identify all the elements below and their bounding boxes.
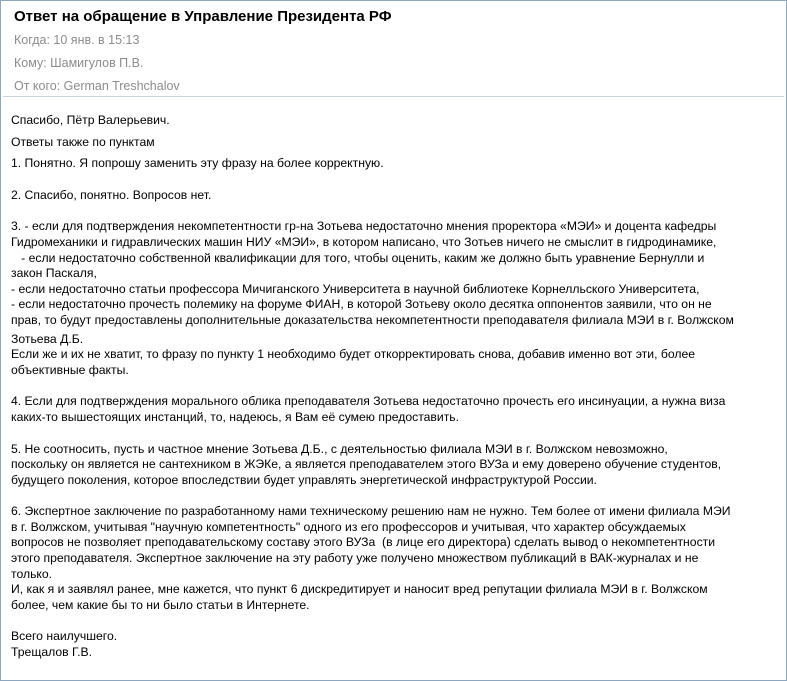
point-3-line: Гидромеханики и гидравлических машин НИУ «МЭИ», в котором написано, что Зотьев ничего не смыслит в гидродинамике, <box>11 234 717 249</box>
point-3-line: - если недостаточно собственной квалификации для того, чтобы оценить, каким же должно быть уравнение Бернулли и <box>11 250 705 265</box>
closing: Всего наилучшего. <box>11 629 118 644</box>
point-6-line: более, чем какие бы то ни было статьи в Интернете. <box>11 597 310 612</box>
intro-line: Ответы также по пунктам <box>11 134 155 149</box>
point-3-line: - если недостаточно статьи профессора Мичиганского Университета в научной библиотеке Корнелльского Университета, <box>11 281 700 296</box>
point-2: 2. Спасибо, понятно. Вопросов нет. <box>11 187 212 202</box>
email-sender[interactable]: От кого: German Treshchalov <box>14 79 180 93</box>
greeting: Спасибо, Пётр Валерьевич. <box>11 113 170 127</box>
point-6-line: этого преподавателя. Экспертное заключение на эту работу уже получено множеством публикаций в ВАК-журналах и не <box>11 551 699 566</box>
point-3-line: закон Паскаля, <box>11 266 97 281</box>
point-3-line: Зотьева Д.Б. <box>11 331 84 346</box>
point-6-line: только. <box>11 566 53 581</box>
point-1: 1. Понятно. Я попрошу заменить эту фразу на более корректную. <box>11 156 384 171</box>
point-3-line: - если недостаточно прочесть полемику на форуме ФИАН, в которой Зотьеву около десятка оппонентов заявили, что он не <box>11 297 712 312</box>
point-4-line: каких-то вышестоящих инстанций, то, надеюсь, я Вам её сумею предоставить. <box>11 409 460 424</box>
email-body <box>11 113 779 661</box>
point-4 <box>11 394 779 425</box>
email-date: Когда: 10 янв. в 15:13 <box>14 33 140 47</box>
email-header <box>3 3 784 97</box>
point-3-line: 3. - если для подтверждения некомпетентности гр-на Зотьева недостаточно мнения проректора «МЭИ» и доцента кафедры <box>11 219 717 234</box>
point-6 <box>11 504 779 613</box>
point-3-line: прав, то будут предоставлены дополнительные доказательства некомпетентности преподавателя филиала МЭИ в г. Волжском <box>11 312 734 327</box>
email-subject: Ответ на обращение в Управление Президента РФ <box>14 8 392 25</box>
point-5-line: 5. Не соотносить, пусть и частное мнение Зотьева Д.Б., с деятельностью филиала МЭИ в г. Волжском невозможно, <box>11 441 668 456</box>
signature: Трещалов Г.В. <box>11 645 93 660</box>
point-5-line: будущего поколения, которое впоследствии будет управлять энергетической инфраструктурой России. <box>11 472 597 487</box>
email-recipient[interactable]: Кому: Шамигулов П.В. <box>14 56 144 70</box>
point-3 <box>11 219 779 378</box>
point-5 <box>11 442 779 489</box>
point-5-line: поскольку он является не сантехником в ЖЭКе, а является преподавателем этого ВУЗа и ему доверено обучение студентов, <box>11 457 722 472</box>
point-6-line: в г. Волжском, учитывая "научную компетентность" одного из его профессоров и учитывая, что характер обсуждаемых <box>11 519 686 534</box>
point-4-line: 4. Если для подтверждения морального облика преподавателя Зотьева недостаточно прочесть его инсинуации, а нужна виза <box>11 394 726 409</box>
point-3-line: Если же и их не хватит, то фразу по пункту 1 необходимо будет откорректировать снова, добавив именно вот эти, более <box>11 347 695 362</box>
point-6-line: вопросов не позволяет преподавательскому составу этого ВУЗа (в лице его директора) сделать вывод о некомпетентности <box>11 535 716 550</box>
point-3-line: объективные факты. <box>11 362 129 377</box>
point-6-line: И, как я и заявлял ранее, мне кажется, что пункт 6 дискредитирует и наносит вред репутации филиала МЭИ в г. Волжском <box>11 582 708 597</box>
point-6-line: 6. Экспертное заключение по разработанному нами техническому решению нам не нужно. Тем более от имени филиала МЭИ <box>11 504 731 519</box>
